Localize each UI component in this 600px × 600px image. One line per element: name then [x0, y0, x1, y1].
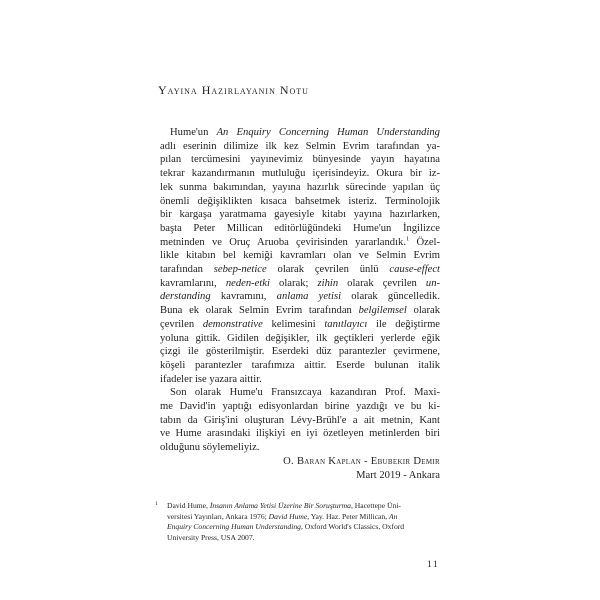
text-line: köşeli parantezler tarafımıza aittir. Eserde bulunan italik	[160, 359, 440, 371]
text-line: bir kargaşa yaratmama gayesiyle kitabı yayına hazırlarken,	[160, 209, 440, 221]
signature-date: Mart 2019 - Ankara	[356, 469, 440, 481]
text-line: likle kitabın bel kemiği kavramları olan ve Selmin Evrim	[160, 250, 440, 262]
footnote-mark: 1	[155, 501, 158, 507]
footnote-line: Enquiry Concerning Human Understanding, Oxford World's Classics, Oxford	[167, 522, 405, 532]
page-heading: Yayına Hazırlayanın Notu	[158, 83, 309, 97]
text-line: derstanding kavramını, anlama yetisi olarak güncelledik.	[160, 291, 440, 303]
text-line: tabın da Giriş'ini oluşturan Lévy-Brühl'e a ait metnin, Kant	[160, 414, 440, 426]
text-line: kavramlarını, neden-etki olarak; zihin olarak çevrilen un-	[160, 277, 441, 289]
signature-names: O. Baran Kaplan - Ebubekir Demir	[283, 455, 440, 467]
text-line: pılan tercümesini yayınevimiz bünyesinde yayın hayatına	[160, 154, 440, 166]
text-line: ifadeler ise yazara aittir.	[160, 373, 262, 385]
text-line: Hume'un An Enquiry Concerning Human Understanding	[170, 127, 440, 138]
text-line: adlı eserinin dilimize ilk kez Selmin Evrim tarafından ya-	[160, 140, 440, 152]
text-line: başta Peter Millican editörlüğündeki Hume'un İngilizce	[160, 222, 440, 234]
text-line: olduğunu söylemeliyiz.	[160, 442, 260, 454]
footnote-line: versitesi Yayınları, Ankara 1976; David Hume, Yay. Haz. Peter Millican, An	[167, 511, 398, 521]
text-line: yoluna gittik. Gidilen değişikler, ilk geçtikleri yerlerde eğik	[160, 332, 440, 344]
text-line: çizgi ile gösterilmiştir. Eserdeki düz parantezler çevirmene,	[160, 346, 440, 358]
text-line: çevrilen demonstrative kelimesini tanıtlayıcı ile değiştirme	[160, 318, 441, 330]
text-line: tekrar kazandırmanın mutluluğu içerisindeyiz. Okura bir iz-	[160, 168, 440, 180]
text-line: önemli değişiklikten kısaca bahsetmek isteriz. Terminolojik	[160, 195, 440, 207]
footnote-line: University Press, USA 2007.	[167, 532, 255, 542]
text-line: Son olarak Hume'u Fransızcaya kazandıran Prof. Maxi-	[170, 387, 440, 399]
footnote-text	[155, 501, 440, 543]
page-number: 11	[427, 560, 440, 570]
footnote-line: David Hume, İnsanın Anlama Yetisi Üzerine Bir Soruşturma, Hacettepe Üni-	[167, 501, 401, 510]
text-line: tarafından sebep-netice olarak çevrilen ünlü cause-effect	[160, 264, 440, 276]
footnote	[155, 501, 440, 543]
text-line: me David'in yaptığı edisyonlardan birine yazdığı ve bu ki-	[160, 401, 440, 413]
text-line: Buna ek olarak Selmin Evrim tarafından belgilemsel olarak	[160, 305, 440, 317]
text-line: metninden ve Oruç Aruoba çevirisinden yararlandık.$^1$ Özel-	[160, 235, 440, 248]
text-line: lek sunma bakımından, yayına hazırlık sürecinde yapılan üç	[160, 181, 440, 193]
text-line: ve Hume arasındaki ilişkiyi en iyi özetleyen metinlerden biri	[160, 428, 440, 440]
main-text	[160, 126, 440, 482]
footnote-reference: 1	[405, 235, 410, 243]
